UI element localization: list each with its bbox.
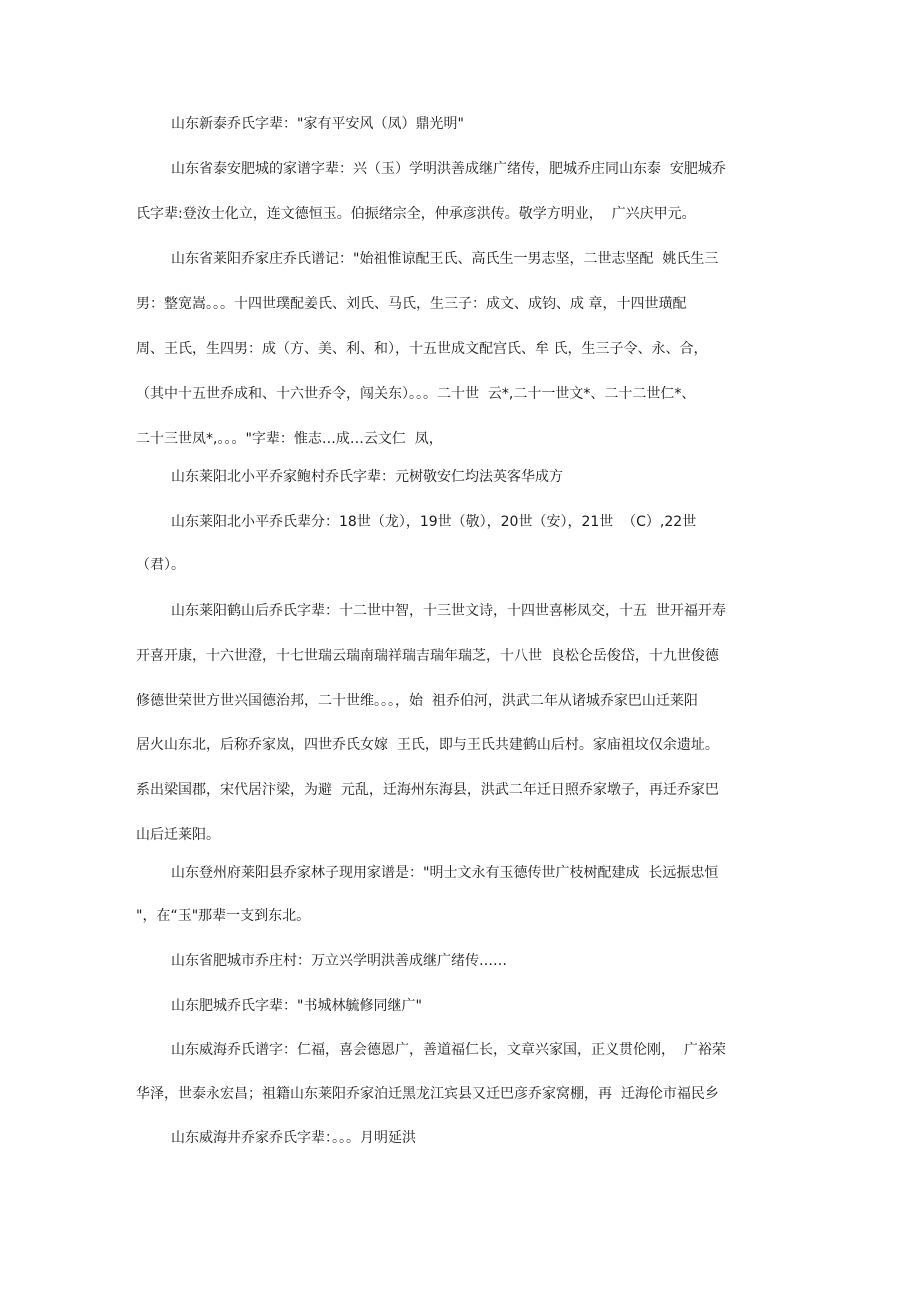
text-line: 山东省莱阳乔家庄乔氏谱记："始祖惟谅配王氏、高氏生一男志坚，二世志坚配 姚氏生三 bbox=[171, 251, 719, 267]
text-line: 山东莱阳北小平乔氏辈分：18世（龙），19世（敬），20世（安），21世 （C）,22世 bbox=[171, 514, 697, 530]
text-line: （君）。 bbox=[136, 557, 185, 573]
text-line: 山东莱阳鹤山后乔氏字辈：十二世中智，十三世文诗，十四世喜彬凤交，十五 世开福开寿 bbox=[171, 603, 726, 619]
text-line: 系出梁国郡，宋代居汴梁，为避 元乱，迁海州东海县，洪武二年迁日照乔家墩子，再迁乔家巴 bbox=[136, 782, 719, 798]
text-line: 山东肥城乔氏字辈："书城林毓修同继广" bbox=[171, 998, 422, 1014]
text-line: 山东省泰安肥城的家谱字辈：兴（玉）学明洪善成继广绪传，肥城乔庄同山东泰 安肥城乔 bbox=[171, 161, 726, 177]
text-line: 居火山东北，后称乔家岚，四世乔氏女嫁 王氏，即与王氏共建鹤山后村。家庙祖坟仅余遗址。 bbox=[136, 737, 719, 753]
text-line: （其中十五世乔成和、十六世乔令，闯关东）。。。二十世 云*,二十一世文*、二十二世仁*、 bbox=[136, 386, 696, 402]
text-line: 山东省肥城市乔庄村：万立兴学明洪善成继广绪传…… bbox=[171, 953, 507, 969]
text-line: 山后迁莱阳。 bbox=[136, 827, 220, 843]
text-line: "，在“玉"那辈一支到东北。 bbox=[136, 908, 311, 924]
text-line: 山东登州府莱阳县乔家林子现用家谱是："明士文永有玉德传世广枝树配建成 长远振忠恒 bbox=[171, 865, 719, 881]
text-line: 修德世荣世方世兴国德治邦，二十世维。。。，始 祖乔伯河，洪武二年从诸城乔家巴山迁莱阳 bbox=[136, 693, 698, 709]
text-line: 华泽，世泰永宏昌；祖籍山东莱阳乔家泊迁黑龙江宾县又迁巴彦乔家窝棚，再 迁海伦市福民乡 bbox=[136, 1086, 719, 1102]
text-line: 山东威海井乔家乔氏字辈：。。。月明延洪 bbox=[171, 1130, 416, 1146]
text-line: 开喜开康，十六世澄，十七世瑞云瑞南瑞祥瑞吉瑞年瑞芝，十八世 良松仑岳俊岱，十九世俊德 bbox=[136, 648, 719, 664]
text-line: 男：整宽嵩。。。十四世璞配姜氏、刘氏、马氏，生三子：成文、成钧、成 章，十四世璜配 bbox=[136, 296, 687, 312]
text-line: 周、王氏，生四男：成（方、美、利、和），十五世成文配宫氏、牟 氏，生三子令、永、合， bbox=[136, 341, 708, 357]
text-line: 山东新泰乔氏字辈："家有平安风（凤）鼎光明" bbox=[171, 116, 464, 132]
text-line: 氏字辈:登汝士化立，连文德恒玉。伯振绪宗全，仲承彦洪传。敬学方明业， 广兴庆甲元。 bbox=[136, 206, 696, 222]
text-line: 二十三世凤*,。。。"字辈：惟志…成…云文仁 凤， bbox=[136, 431, 443, 447]
text-line: 山东威海乔氏谱字：仁福，喜会德恩广，善道福仁长，文章兴家国，正义贯伦刚， 广裕荣 bbox=[171, 1042, 726, 1058]
text-line: 山东莱阳北小平乔家鲍村乔氏字辈：元树敬安仁均法英客华成方 bbox=[171, 469, 563, 485]
